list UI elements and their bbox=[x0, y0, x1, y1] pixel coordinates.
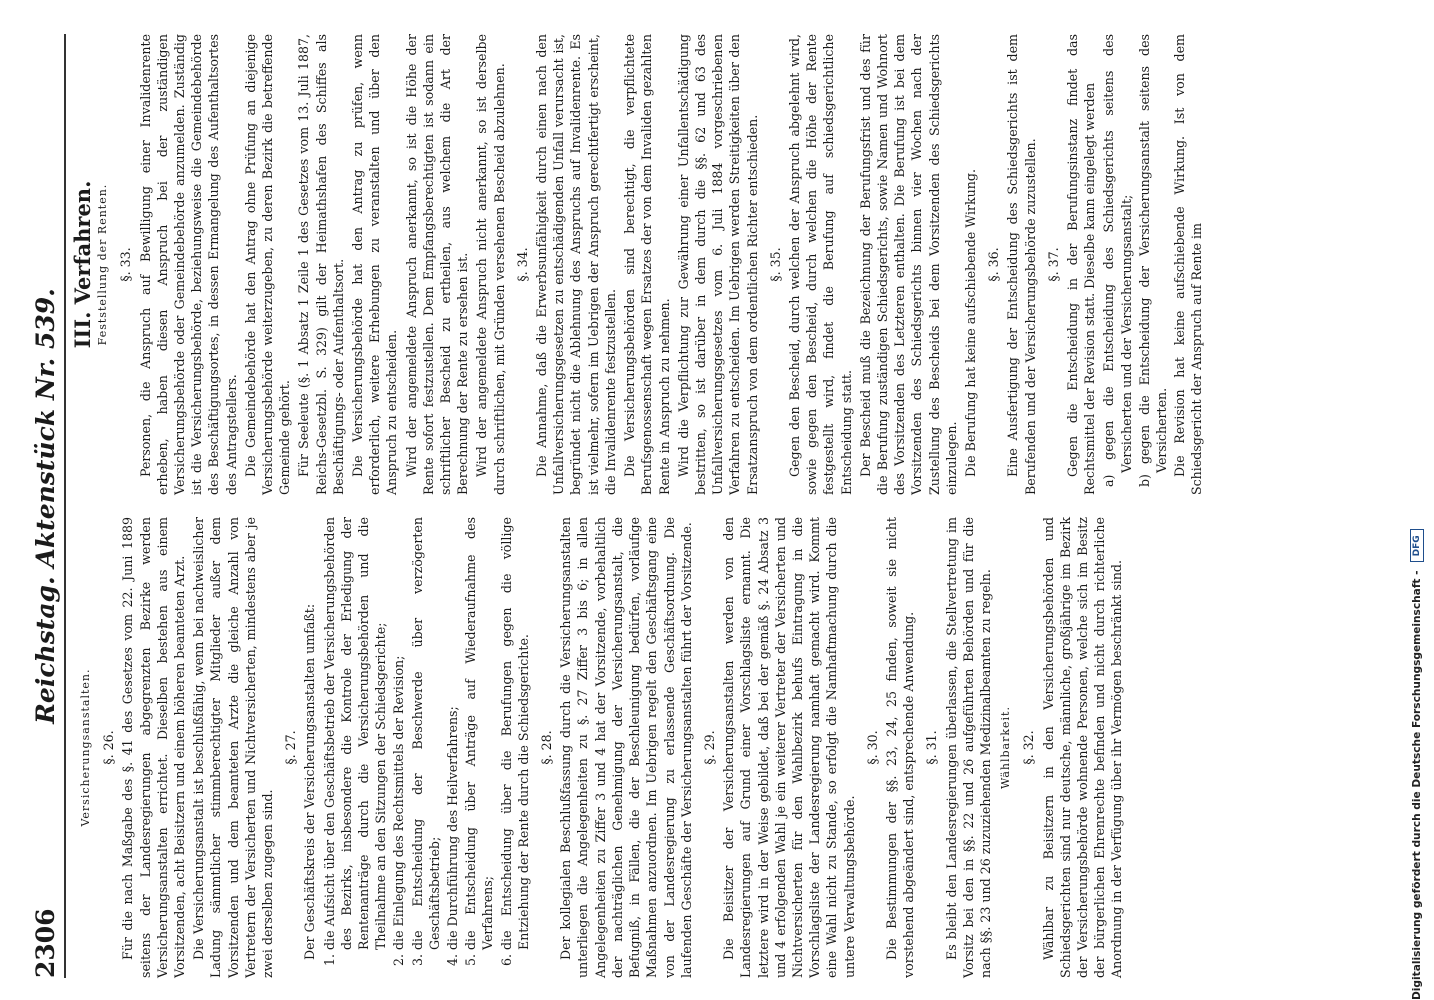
section-heading: Feststellung der Renten. bbox=[96, 183, 110, 346]
list-item: a) gegen die Entscheidung des Schiedsgerichts seitens des Versicherten und der Versicherungsanstalt; bbox=[1101, 34, 1134, 487]
section-heading: Versicherungsanstalten. bbox=[79, 668, 92, 827]
paragraph-text: Die Versicherungsbehörden sind berechtigt, die verpflichtete Berufsgenossenschaft wegen Ersatzes der von dem Invaliden gezahlten Rente in Anspruch zu nehmen. bbox=[622, 34, 672, 495]
paragraph-text: Wählbar zu Beisitzern in den Versicherungsbehörden und Schiedsgerichten sind nur deutsche, männliche, großjährige im Bezirk der Versicherungsbehörde wohnende Personen, welche sich im Besitz der bürgerlichen Ehrenrechte befinden und nicht durch richterliche Anordnung in der Verfügung über ihr Vermögen beschränkt sind. bbox=[1040, 517, 1125, 978]
paragraph-number: §. 37. bbox=[1045, 247, 1061, 282]
paragraph-text: Es bleibt den Landesregierungen überlassen, die Stellvertretung im Vorsitz bei den in §§. 22 und 26 aufgeführten Behörden und für die nach §§. 23 und 26 zuzuziehenden Medizinalbeamten zu regeln. bbox=[943, 517, 993, 978]
paragraph-text: Wird der angemeldete Anspruch anerkannt, so ist die Höhe der Rente sofort festzustellen. Dem Empfangsberechtigten ist sodann ein schriftlicher Bescheid zu ertheilen, aus welchem die Art der Berechnung der Rente zu ersehen ist. bbox=[403, 34, 471, 495]
list-item: 4. die Durchführung des Heilverfahrens; bbox=[444, 517, 461, 950]
paragraph-number: §. 30. bbox=[864, 730, 880, 765]
paragraph-text: Der Bescheid muß die Bezeichnung der Berufungsfrist und des für die Berufung zuständigen Schiedsgerichts, sowie Namen und Wohnort des Vorsitzenden des Letzteren enthalten. Die Berufung ist bei dem Vorsitzenden des Schiedsgerichts binnen vier Wochen nach der Zustellung des Bescheids bei dem Vorsitzenden des Schiedsgerichts einzulegen. bbox=[857, 34, 959, 495]
paragraph-text: Die Gemeindebehörde hat den Antrag ohne Prüfung an diejenige Versicherungsbehörde weiterzugeben, zu deren Bezirk die betreffende Gemeinde gehört. bbox=[242, 34, 293, 495]
list-item: 2. die Einlegung des Rechtsmittels der Revision; bbox=[390, 517, 407, 950]
paragraph-number: §. 34. bbox=[514, 247, 530, 282]
paragraph-text: Personen, die Anspruch auf Bewilligung einer Invalidenrente erheben, haben diesen Anspruch bei der zuständigen Versicherungsbehörde oder Gemeindebehörde anzumelden. Zuständig ist die Versicherungsbehörde, beziehungsweise die Gemeindebehörde des Beschäftigungsortes, in dessen Ermangelung des Aufenthaltsortes des Antragstellers. bbox=[137, 34, 239, 495]
funding-text: Digitalisierung gefördert durch die Deutsche Forschungsgemeinschaft - bbox=[1411, 570, 1423, 1000]
paragraph-number: §. 28. bbox=[539, 730, 555, 765]
paragraph-text: Für die nach Maßgabe des §. 41 des Gesetzes vom 22. Juni 1889 seitens der Landesregierungen abgegrenzten Bezirke werden Versicherungsanstalten errichtet. Dieselben bestehen aus einem Vorsitzenden, acht Beisitzern und einem höheren beamteten Arzt. bbox=[120, 517, 188, 978]
paragraph-number: §. 31. bbox=[924, 730, 940, 765]
paragraph-number: §. 29. bbox=[701, 730, 717, 765]
paragraph-number: §. 33. bbox=[118, 247, 134, 282]
paragraph-text: Die Bestimmungen der §§. 23, 24, 25 finden, soweit sie nicht vorstehend abgeändert sind, entsprechende Anwendung. bbox=[883, 517, 917, 978]
part-title: III. Verfahren. bbox=[70, 180, 95, 349]
paragraph-number: §. 26. bbox=[101, 730, 117, 765]
paragraph-text: Der Geschäftskreis der Versicherungsanstalten umfaßt: bbox=[302, 603, 318, 960]
paragraph-text: Wird die Verpflichtung zur Gewährung einer Unfallentschädigung bestritten, so ist darüber in dem durch die §§. 62 und 63 des Unfallversicherungsgesetzes vom 6. Juli 1884 vorgeschriebenen Verfahren zu entscheiden. Im Uebrigen werden Streitigkeiten über den Ersatzanspruch von dem ordentlichen Richter entschieden. bbox=[675, 34, 760, 495]
paragraph-text: Wird der angemeldete Anspruch nicht anerkannt, so ist derselbe durch schriftlichen, mit Gründen versehenen Bescheid abzulehnen. bbox=[474, 34, 507, 495]
list-item: 1. die Aufsicht über den Geschäftsbetrieb der Versicherungsbehörden des Bezirks, insbesondere die Kontrole der Erledigung der Rentenanträge durch die Versicherungsbehörden und die Theilnahme an den Sitzungen der Schiedsgerichte; bbox=[321, 517, 390, 950]
paragraph-text: Die Berufung hat keine aufschiebende Wirkung. bbox=[962, 169, 978, 477]
page-number: 2306 bbox=[31, 908, 60, 978]
document-page bbox=[15, 10, 1395, 1000]
dfg-logo: DFG bbox=[1410, 529, 1424, 562]
paragraph-text: Die Versicherungsanstalt ist beschlußfähig, wenn bei nachweislicher Ladung sämmtlicher stimmberechtigter Mitglieder außer dem Vorsitzenden und dem beamteten Arzte die gleiche Anzahl von Vertretern der Versicherten und Nichtversicherten, mindestens aber je zwei derselben zugegen sind. bbox=[191, 517, 276, 978]
paragraph-number: §. 32. bbox=[1021, 730, 1037, 765]
text-columns bbox=[70, 34, 1208, 978]
section-heading: Wählbarkeit. bbox=[999, 706, 1013, 789]
page-header bbox=[31, 34, 66, 978]
page-title: Reichstag. Aktenstück Nr. 539. bbox=[31, 288, 60, 724]
paragraph-text: Der kollegialen Beschlußfassung durch die Versicherungsanstalten unterliegen die Angelegenheiten zu §. 27 Ziffer 3 bis 6; in allen Angelegenheiten zu Ziffer 3 und 4 hat der Vorsitzende, vorbehaltlich der nachträglichen Genehmigung der Versicherungsanstalt, die Befugniß, in Fällen, die der Beschleunigung bedürfen, vorläufige Maßnahmen anzuordnen. Im Uebrigen regelt den Geschäftsgang eine von der Landesregierung zu erlassende Geschäftsordnung. Die laufenden Geschäfte der Versicherungsanstalten führt der Vorsitzende. bbox=[558, 517, 694, 978]
paragraph-text: Gegen die Entscheidung in der Berufungsinstanz findet das Rechtsmittel der Revision statt. Dieselbe kann eingelegt werden bbox=[1064, 34, 1098, 495]
digitization-note bbox=[1404, 0, 1430, 1000]
paragraph-number: §. 36. bbox=[986, 247, 1002, 282]
paragraph-text: Eine Ausfertigung der Entscheidung des Schiedsgerichts ist dem Berufenden und der Versicherungsbehörde zuzustellen. bbox=[1005, 34, 1038, 495]
paragraph-number: §. 27. bbox=[283, 730, 299, 765]
paragraph-text: Die Versicherungsbehörde hat den Antrag zu prüfen, wenn erforderlich, weitere Erhebungen zu veranstalten und über den Anspruch zu entscheiden. bbox=[350, 34, 400, 495]
right-column bbox=[70, 34, 1208, 495]
left-column bbox=[74, 517, 1208, 978]
list-item: 6. die Entscheidung über die Berufungen gegen die völlige Entziehung der Rente durch die Schiedsgerichte. bbox=[498, 517, 532, 950]
paragraph-text: Die Beisitzer der Versicherungsanstalten werden von den Landesregierungen auf Grund einer Vorschlagsliste ernannt. Die letztere wird in der Weise gebildet, daß bei der gemäß §. 24 Absatz 3 und 4 erfolgenden Wahl je ein weiterer Vertreter der Versicherten und Nichtversicherten für den Wahlbezirk behufs Eintragung in die Vorschlagsliste der Landesregierung namhaft gemacht wird. Kommt eine Wahl nicht zu Stande, so erfolgt die Namhaftmachung durch die untere Verwaltungsbehörde. bbox=[721, 517, 857, 978]
paragraph-text: Die Annahme, daß die Erwerbsunfähigkeit durch einen nach den Unfallversicherungsgesetzen zu entschädigenden Unfall verursacht ist, begründet nicht die Ablehnung des Anspruchs auf Invalidenrente. Es ist vielmehr, sofern im Uebrigen der Anspruch gerechtfertigt erscheint, die Invalidenrente festzustellen. bbox=[534, 34, 618, 495]
list-item: 3. die Entscheidung der Beschwerde über verzögerten Geschäftsbetrieb; bbox=[409, 517, 443, 950]
paragraph-text: Für Seeleute (§. 1 Absatz 1 Zeile 1 des Gesetzes vom 13. Juli 1887, Reichs-Gesetzbl. S. 329) gilt der Heimathshafen des Schiffes als Beschäftigungs- oder Aufenthaltsort. bbox=[296, 34, 346, 495]
list-item: b) gegen die Entscheidung der Versicherungsanstalt seitens des Versicherten. bbox=[1136, 34, 1169, 487]
paragraph-text: Gegen den Bescheid, durch welchen der Anspruch abgelehnt wird, sowie gegen den Bescheid, durch welchen die Höhe der Rente festgestellt wird, findet die Berufung auf schiedsgerichtliche Entscheidung statt. bbox=[786, 34, 854, 495]
paragraph-number: §. 35. bbox=[767, 247, 783, 282]
paragraph-text: Die Revision hat keine aufschiebende Wirkung. Ist von dem Schiedsgericht der Anspruch auf Rente im bbox=[1172, 34, 1205, 495]
list-item: 5. die Entscheidung über Anträge auf Wiederaufnahme des Verfahrens; bbox=[462, 517, 496, 950]
duties-list bbox=[321, 517, 532, 978]
